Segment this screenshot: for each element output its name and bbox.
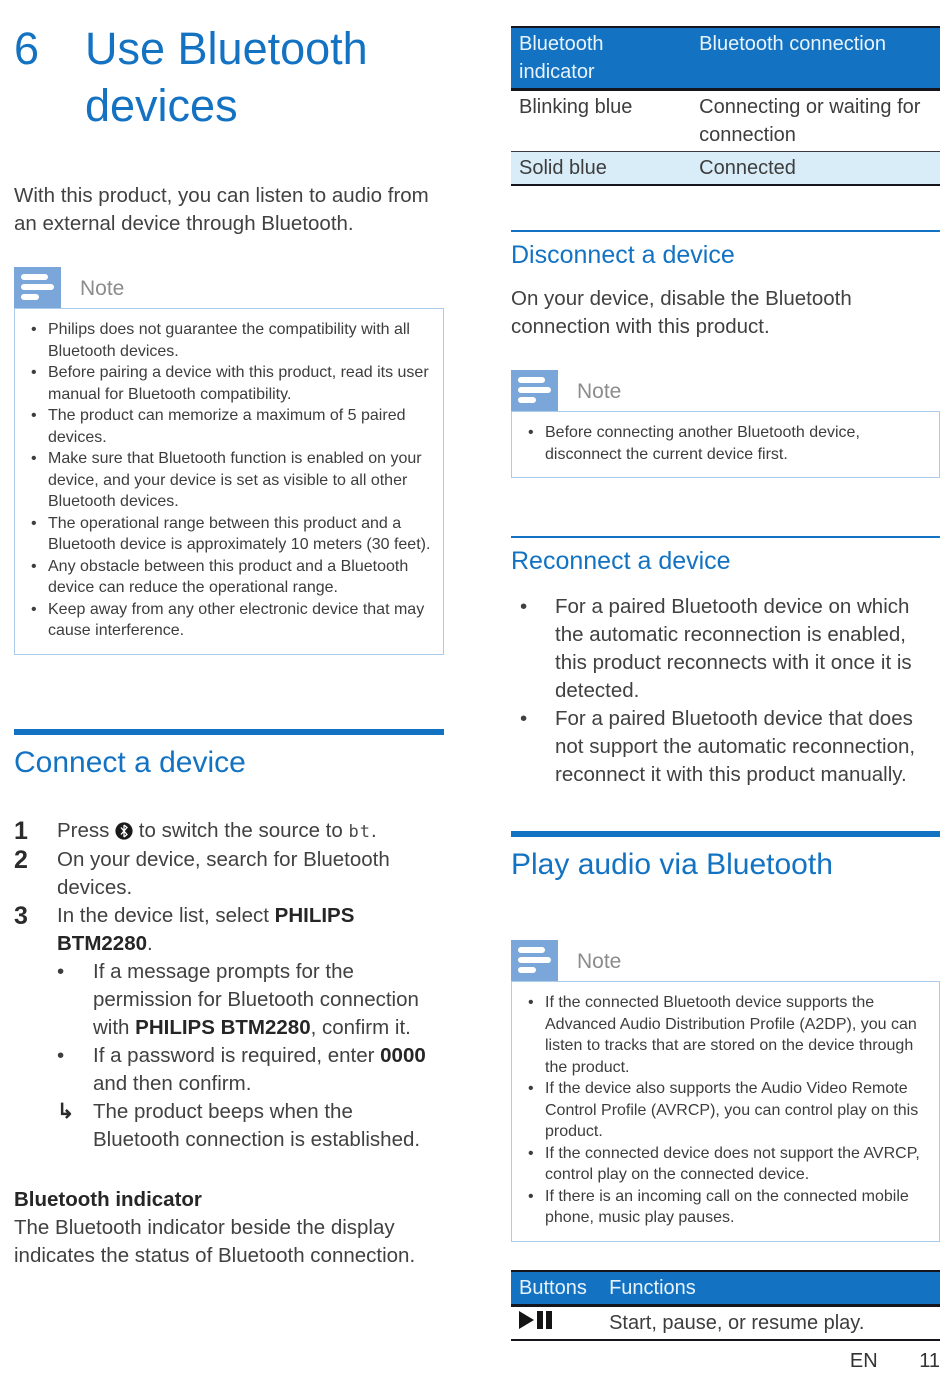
note-icon	[14, 267, 61, 308]
step-number: 3	[14, 901, 28, 930]
table-cell: Connecting or waiting for connection	[699, 96, 921, 146]
connect-steps	[14, 817, 444, 1154]
note-item: • Any obstacle between this product and a Bluetooth device can reduce the operational range.	[23, 556, 433, 599]
result-text: The product beeps when the Bluetooth connection is established.	[93, 1099, 421, 1151]
step-3-result	[57, 1098, 444, 1154]
table-cell: Blinking blue	[519, 96, 633, 118]
footer-page-number: 11	[919, 1350, 940, 1372]
section-rule	[14, 729, 444, 735]
table-header-cell: Functions	[601, 1271, 940, 1306]
disconnect-note-box	[511, 411, 940, 478]
note-item: • Make sure that Bluetooth function is enabled on your device, and your device is set as visible to all other Bluetooth devices.	[23, 448, 433, 513]
footer-language: EN	[849, 1350, 878, 1372]
bullet-item: • For a paired Bluetooth device that does not support the automatic reconnection, reconnect it with this product manually.	[511, 705, 940, 789]
note-item: • If the connected Bluetooth device supports the Advanced Audio Distribution Profile (A2DP), you can listen to tracks that are stored on the device through the product.	[520, 992, 929, 1078]
step-text: On your device, search for Bluetooth devices.	[57, 847, 390, 899]
page-footer	[511, 1350, 940, 1373]
source-display-text: bt	[348, 821, 371, 842]
bluetooth-circle-icon	[115, 822, 133, 840]
password-value: 0000	[380, 1043, 426, 1067]
disconnect-paragraph: On your device, disable the Bluetooth connection with this product.	[511, 287, 852, 338]
note-icon	[511, 370, 558, 411]
section-rule	[511, 230, 940, 232]
table-header-cell: Bluetooth indicator	[511, 27, 691, 90]
section-heading-connect: Connect a device	[14, 745, 246, 779]
note-header	[14, 266, 444, 308]
chapter-number: 6	[14, 23, 40, 74]
table-cell: Solid blue	[511, 152, 691, 186]
step-1	[14, 817, 444, 846]
table-cell	[511, 1305, 601, 1340]
note-label: Note	[577, 950, 622, 973]
note-header	[511, 939, 940, 981]
step-3-sub-bullet-2: • If a password is required, enter 0000 and then confirm.	[57, 1043, 426, 1095]
note-header	[511, 369, 940, 411]
result-arrow-icon: ↳	[57, 1099, 75, 1123]
table-header-cell: Bluetooth connection	[691, 27, 940, 90]
chapter-title-line2: devices	[85, 80, 238, 131]
right-column	[511, 0, 940, 1341]
bluetooth-indicator-paragraph: The Bluetooth indicator beside the display indicates the status of Bluetooth connection.	[14, 1215, 416, 1267]
table-header-cell: Buttons	[511, 1271, 601, 1306]
section-rule	[511, 831, 940, 837]
note-item: • If the device also supports the Audio Video Remote Control Profile (AVRCP), you can control play on this product.	[520, 1078, 929, 1143]
general-note-box	[14, 308, 444, 655]
device-name: PHILIPS BTM2280	[135, 1015, 311, 1039]
step-number: 1	[14, 816, 28, 845]
play-pause-icon	[519, 1309, 552, 1331]
note-item: • If the connected device does not support the AVRCP, control play on the connected device.	[520, 1143, 929, 1186]
table-row	[511, 152, 940, 186]
bluetooth-indicator-subheading: Bluetooth indicator	[14, 1187, 202, 1211]
indicator-table	[511, 26, 940, 186]
note-item: • If there is an incoming call on the connected mobile phone, music play pauses.	[520, 1186, 929, 1229]
note-item: • Philips does not guarantee the compatibility with all Bluetooth devices.	[23, 319, 433, 362]
step-3-sub-bullet-1: • If a message prompts for the permission for Bluetooth connection with PHILIPS BTM2280, confirm it.	[57, 959, 419, 1039]
bullet-item: • For a paired Bluetooth device on which the automatic reconnection is enabled, this product reconnects with it once it is detected.	[511, 593, 940, 705]
chapter-heading	[14, 20, 444, 134]
note-icon	[511, 940, 558, 981]
note-label: Note	[80, 277, 125, 300]
table-header-row	[511, 27, 940, 90]
note-item: • The operational range between this product and a Bluetooth device is approximately 10 meters (30 feet).	[23, 513, 433, 556]
note-item: • The product can memorize a maximum of 5 paired devices.	[23, 405, 433, 448]
table-row	[511, 1305, 940, 1340]
left-column	[14, 0, 444, 1270]
table-row	[511, 90, 940, 152]
note-item: • Keep away from any other electronic device that may cause interference.	[23, 599, 433, 642]
section-heading-disconnect: Disconnect a device	[511, 241, 735, 269]
section-heading-play-audio: Play audio via Bluetooth	[511, 848, 833, 881]
step-text: In the device list, select PHILIPS BTM2280.	[57, 903, 355, 955]
play-audio-note-box	[511, 981, 940, 1242]
device-name: PHILIPS BTM2280	[57, 903, 355, 955]
intro-paragraph: With this product, you can listen to audio from an external device through Bluetooth.	[14, 184, 429, 235]
step-number: 2	[14, 845, 28, 874]
section-rule	[511, 536, 940, 538]
note-label: Note	[577, 380, 622, 403]
step-text: Press to switch the source to bt.	[57, 818, 377, 842]
section-heading-reconnect: Reconnect a device	[511, 547, 731, 575]
table-header-row	[511, 1271, 940, 1306]
note-item: • Before pairing a device with this product, read its user manual for Bluetooth compatibility.	[23, 362, 433, 405]
chapter-title-line1: Use Bluetooth	[85, 23, 368, 74]
chapter-title	[85, 20, 368, 134]
reconnect-bullets	[511, 593, 940, 789]
buttons-table	[511, 1270, 940, 1341]
general-note-list	[23, 319, 433, 642]
table-cell: Connected	[691, 152, 940, 186]
step-3	[14, 902, 444, 958]
step-2	[14, 846, 444, 902]
table-cell: Start, pause, or resume play.	[609, 1311, 865, 1334]
note-item: • Before connecting another Bluetooth device, disconnect the current device first.	[520, 422, 929, 465]
